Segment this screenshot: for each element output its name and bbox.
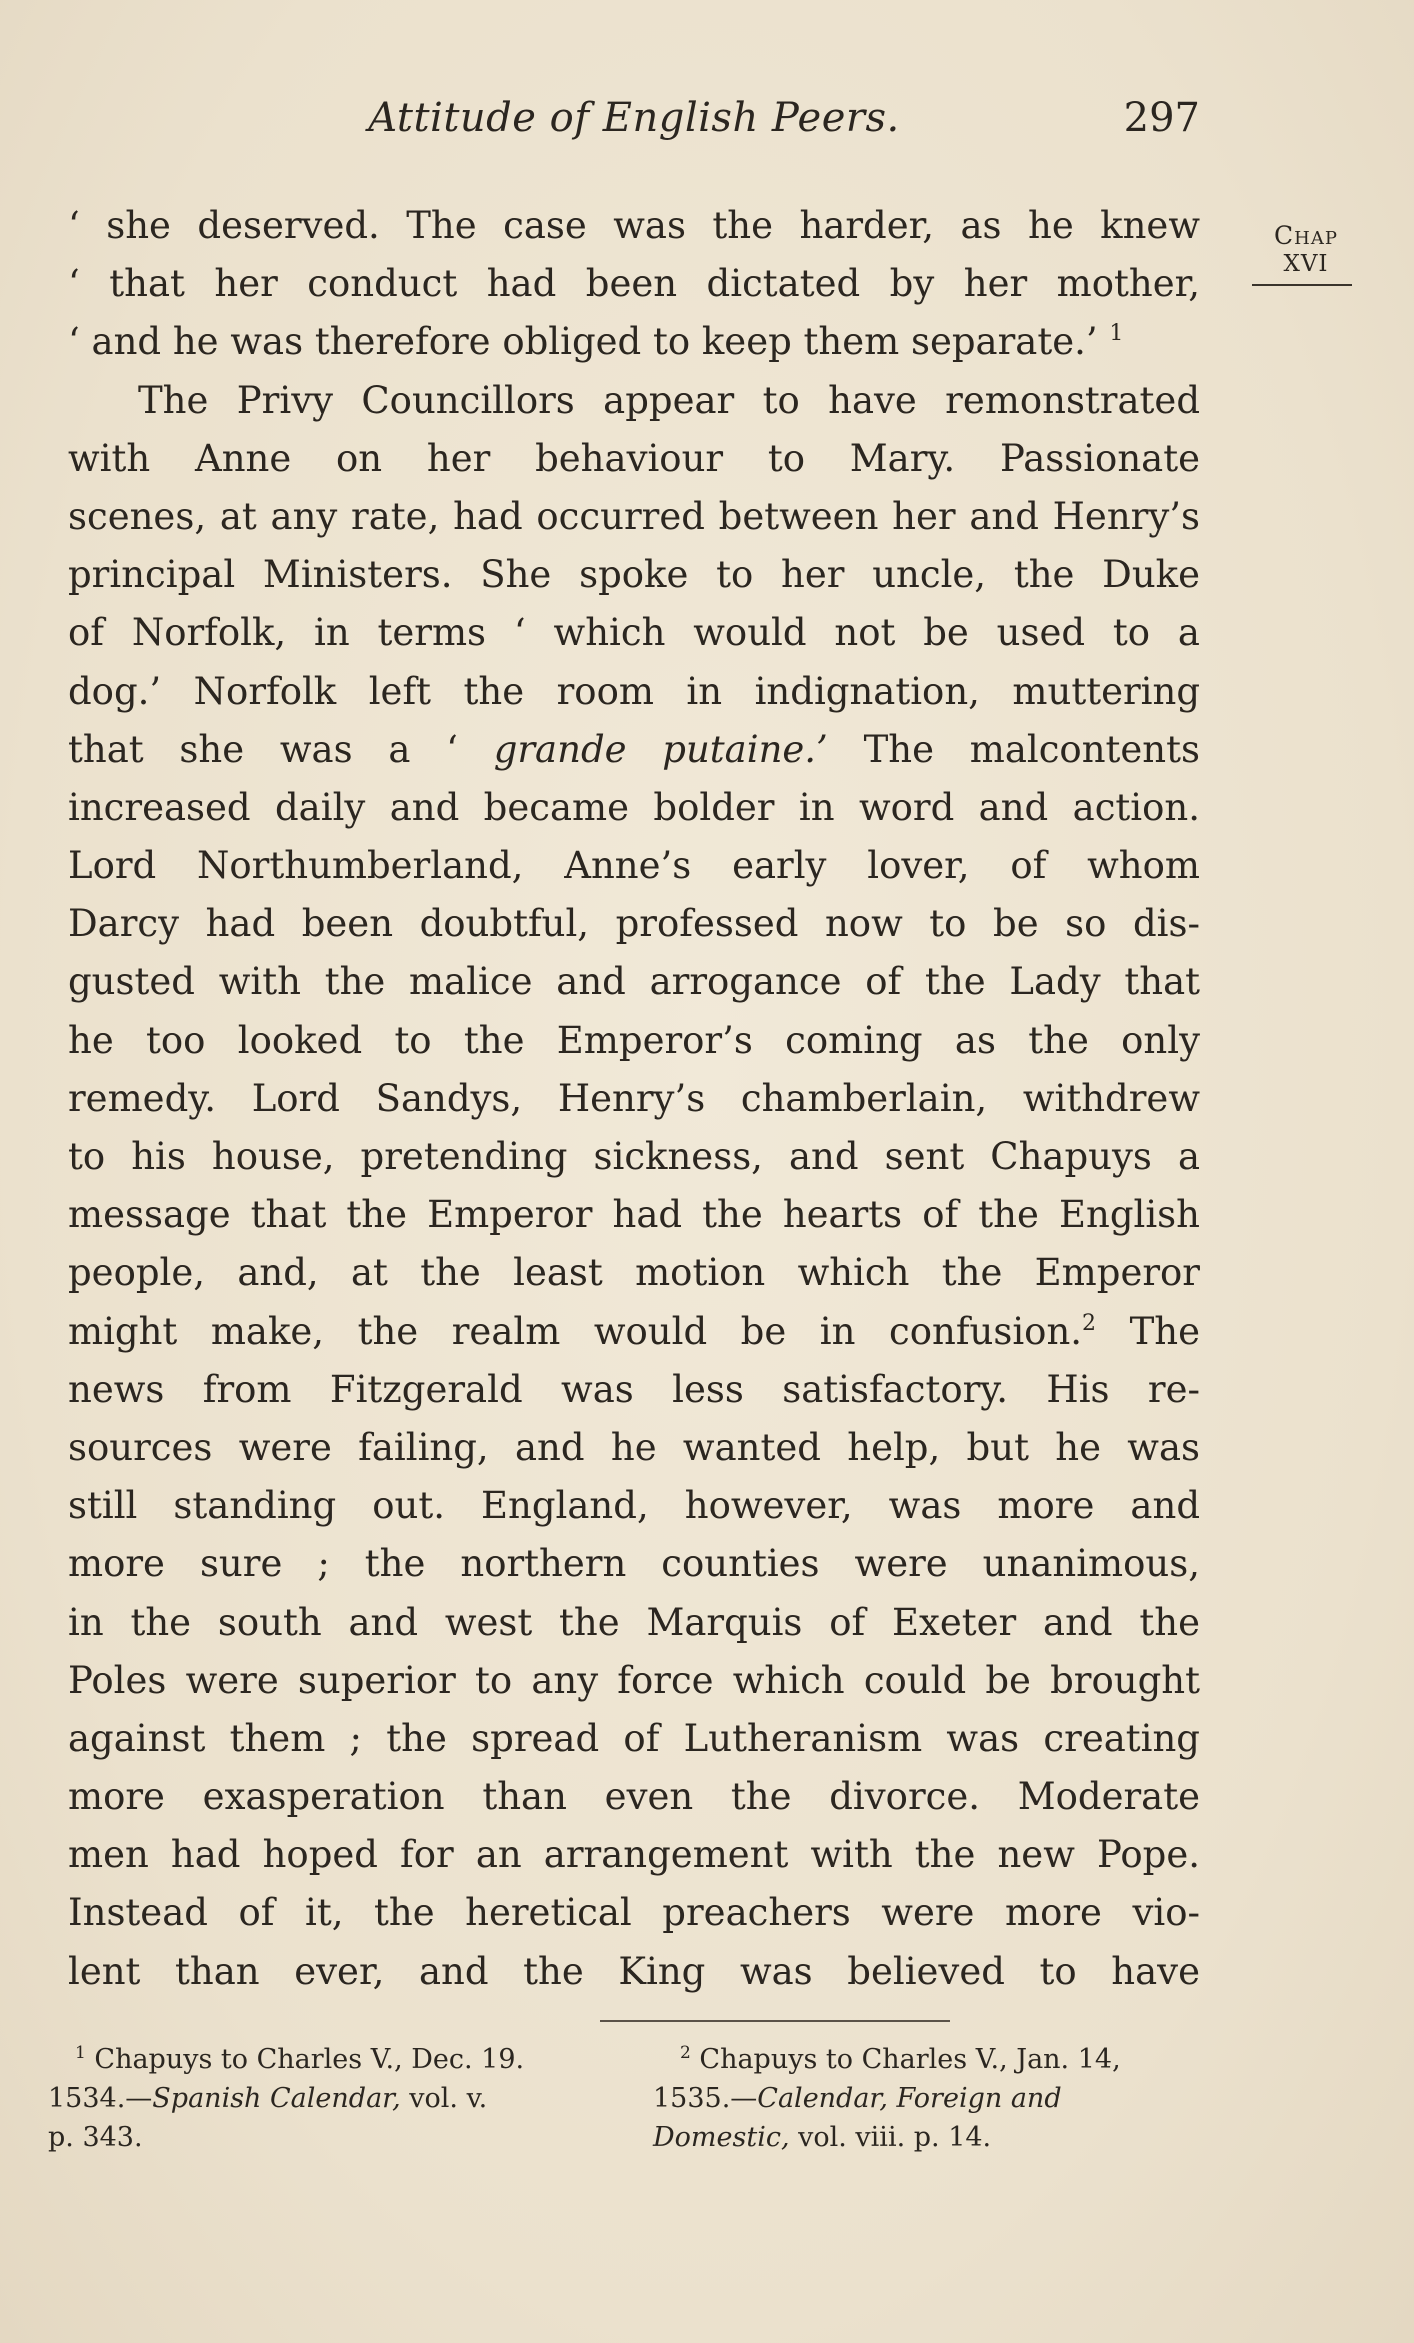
text-line: increased daily and became bolder in word and action. [68,785,1200,829]
text-line: Poles were superior to any force which could be brought [68,1658,1200,1702]
text-line: still standing out. England, however, was more and [68,1484,1200,1528]
text-line: more exasperation than even the divorce. Moderate [68,1775,1200,1819]
text-line: Darcy had been doubtful, professed now to be so dis- [68,902,1200,946]
footnote-italic: Domestic, [653,2122,790,2153]
text-segment: The malcontents [827,727,1200,771]
text-line: people, and, at the least motion which the Emperor [68,1251,1200,1295]
page-number: 297 [1123,95,1200,141]
text-segment: might make, the realm would be in confusion. [68,1309,1083,1353]
chapter-margin-note [1258,222,1354,286]
text-line: of Norfolk, in terms ‘ which would not be used to a [68,611,1200,655]
text-line: The Privy Councillors appear to have remonstrated [138,378,1200,422]
text-line: Instead of it, the heretical preachers were more vio- [68,1891,1200,1935]
text-line: men had hoped for an arrangement with the new Pope. [68,1833,1200,1877]
footnote-text: Chapuys to Charles V., Dec. 19. [85,2044,525,2075]
text-line: ‘ that her conduct had been dictated by her mother, [68,262,1200,306]
text-line: to his house, pretending sickness, and sent Chapuys a [68,1135,1200,1178]
footnote-1 [48,2040,608,2157]
footnotes [48,2040,1208,2200]
text-line: Lord Northumberland, Anne’s early lover, of whom [68,844,1200,888]
text-segment: ‘ and he was therefore obliged to keep them separate.’ [68,320,1098,364]
footnote-rule [600,2020,950,2022]
text-line: gusted with the malice and arrogance of the Lady that [68,960,1200,1004]
footnote-italic: Calendar, Foreign and [757,2083,1062,2114]
text-line: ‘ she deserved. The case was the harder, as he knew [68,204,1200,247]
text-line [68,313,1200,371]
text-line: dog.’ Norfolk left the room in indignation, muttering [68,669,1200,713]
text-segment: that she was a ‘ [68,727,458,771]
running-title: Attitude of English Peers. [368,95,900,141]
footnote-text: Chapuys to Charles V., Jan. 14, [690,2044,1121,2075]
text-line: lent than ever, and the King was believed to have [68,1949,1200,1993]
footnote-marker: 1 [75,2043,86,2063]
text-line: against them ; the spread of Lutheranism was creating [68,1716,1200,1760]
text-line: news from Fitzgerald was less satisfactory. His re- [68,1367,1200,1411]
text-line [68,1303,1200,1361]
italic-phrase: grande putaine.’ [493,727,828,771]
footnote-ref: 1 [1109,321,1124,347]
footnote-text: 1534.— [48,2083,153,2114]
footnote-2 [653,2040,1208,2157]
chapter-number: XVI [1283,251,1329,277]
chapter-label: Chap [1274,221,1338,250]
text-line: more sure ; the northern counties were unanimous, [68,1542,1200,1586]
footnote-text: p. 343. [48,2122,143,2153]
page-header [68,95,1200,155]
footnote-marker: 2 [680,2043,691,2063]
text-line: remedy. Lord Sandys, Henry’s chamberlain, withdrew [68,1076,1200,1120]
text-line: message that the Emperor had the hearts of the English [68,1193,1200,1237]
text-line: principal Ministers. She spoke to her uncle, the Duke [68,553,1200,597]
footnote-italic: Spanish Calendar, [152,2083,401,2114]
text-line: with Anne on her behaviour to Mary. Passionate [68,436,1200,480]
text-line: sources were failing, and he wanted help, but he was [68,1425,1200,1469]
footnote-ref: 2 [1082,1310,1097,1336]
footnote-text: vol. viii. p. 14. [789,2122,992,2153]
footnote-text: 1535.— [653,2083,758,2114]
text-line: he too looked to the Emperor’s coming as the only [68,1018,1200,1062]
text-line: scenes, at any rate, had occurred between her and Henry’s [68,494,1200,538]
text-line: in the south and west the Marquis of Exeter and the [68,1600,1200,1644]
body-text [68,197,1200,2001]
text-segment: The [1096,1309,1200,1353]
footnote-text: vol. v. [400,2083,488,2114]
margin-rule [1252,284,1352,286]
text-line [68,721,1200,779]
